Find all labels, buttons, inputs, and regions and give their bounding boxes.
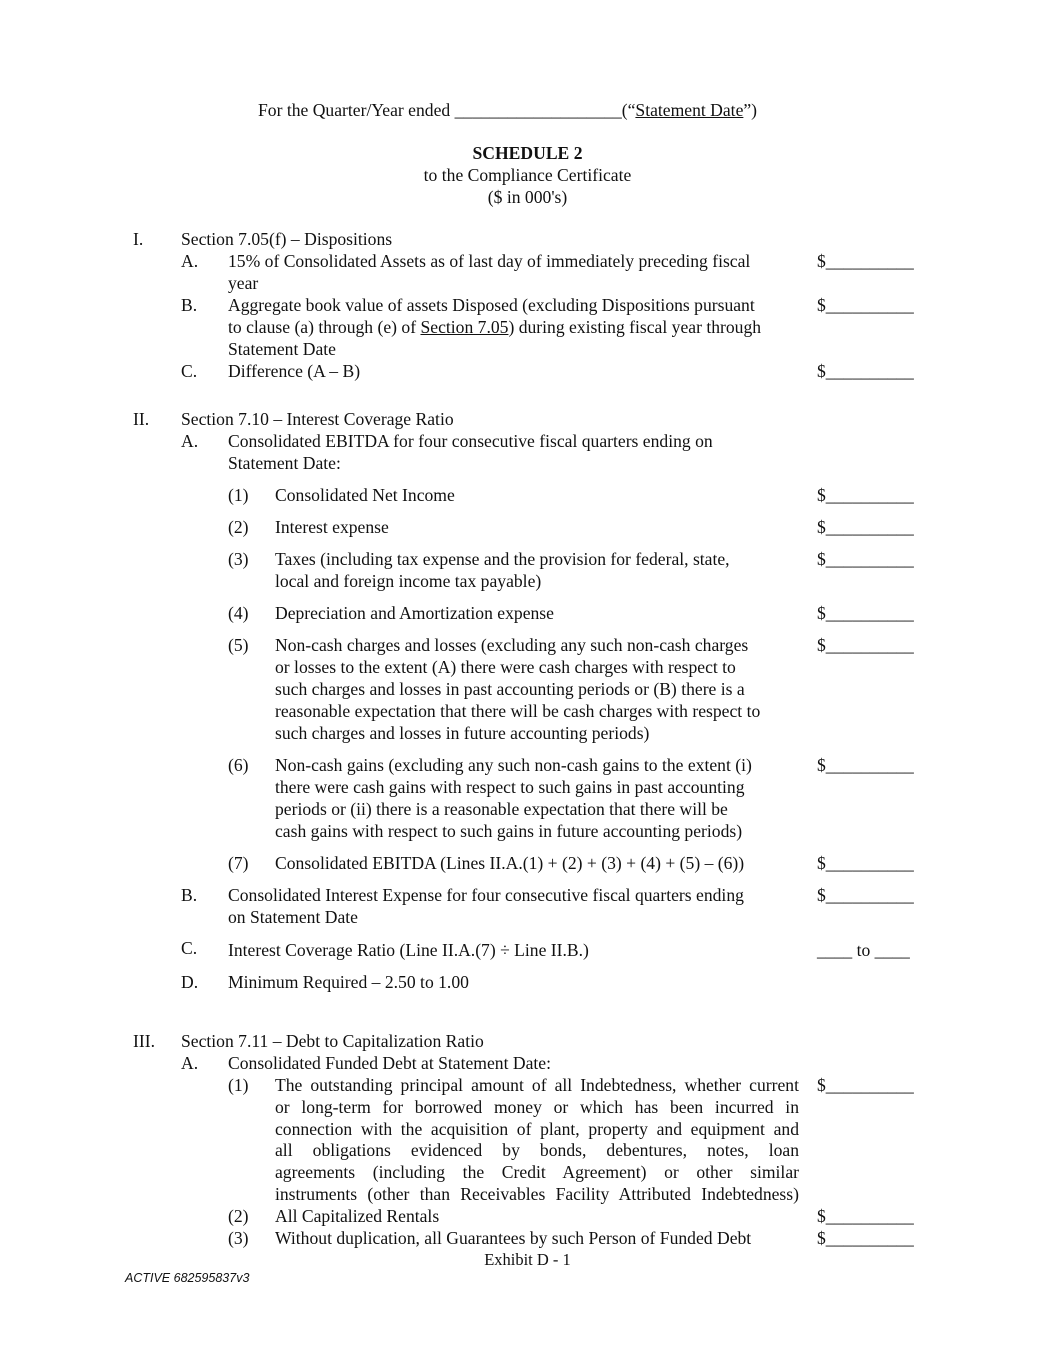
section-3-a-letter: A. [181,1053,199,1073]
section-2-a-letter: A. [181,431,199,451]
funded-debt-item-number: (1) [228,1075,249,1095]
ebitda-item-number: (7) [228,853,249,873]
amount-blank[interactable]: $__________ [817,853,914,873]
amount-blank[interactable]: $__________ [817,755,914,775]
section-7-05-reference: Section 7.05 [420,317,509,337]
ebitda-item-text: such charges and losses in past accounting periods or (B) there is a [275,679,745,699]
amount-blank[interactable]: $__________ [817,251,914,271]
ratio-blank[interactable]: ____ to ____ [817,940,910,960]
funded-debt-item-text: All Capitalized Rentals [275,1206,440,1226]
section-2-d-text: Minimum Required – 2.50 to 1.00 [228,972,469,992]
amount-blank[interactable]: $__________ [817,885,914,905]
ebitda-item-text: periods or (ii) there is a reasonable expectation that there will be [275,799,728,819]
amount-blank[interactable]: $__________ [817,1206,914,1226]
funded-debt-item-text: The outstanding principal amount of all Indebtedness, whether current or long-term for borrowed money or which has been incurred in connection with the acquisition of plant, property and equipment and all obligations evidenced by bonds, debentures, notes, loan agreements (including the Credit Agreement) or other similar instruments (other than Receivables Facility Attributed Indebtedness) [275,1075,799,1204]
ebitda-item-number: (4) [228,603,249,623]
section-3-a-text: Consolidated Funded Debt at Statement Date: [228,1053,551,1073]
section-2-numeral: II. [133,409,150,429]
document-id: ACTIVE 682595837v3 [125,1271,250,1285]
amount-blank[interactable]: $__________ [817,1228,914,1248]
exhibit-footer: Exhibit D - 1 [484,1250,571,1269]
amount-blank[interactable]: $__________ [817,635,914,655]
section-1-a-letter: A. [181,251,199,271]
ebitda-item-text: reasonable expectation that there will be cash charges with respect to [275,701,761,721]
funded-debt-item-text: Without duplication, all Guarantees by such Person of Funded Debt [275,1228,752,1248]
section-2-b-letter: B. [181,885,198,905]
ebitda-item-text: Consolidated Net Income [275,485,455,505]
ebitda-item-text: Depreciation and Amortization expense [275,603,554,623]
section-2-a-line: Statement Date: [228,453,341,473]
ebitda-item-text: Consolidated EBITDA (Lines II.A.(1) + (2) + (3) + (4) + (5) – (6)) [275,853,745,873]
section-1-c-letter: C. [181,361,198,381]
schedule-title: SCHEDULE 2 [472,143,583,163]
period-blank: ___________________ [454,100,622,120]
section-2-c-text: Interest Coverage Ratio (Line II.A.(7) ÷ Line II.B.) [228,940,589,960]
amount-blank[interactable]: $__________ [817,295,914,315]
section-1-a-line: 15% of Consolidated Assets as of last day of immediately preceding fiscal [228,251,751,271]
section-3-numeral: III. [133,1031,155,1051]
ebitda-item-number: (1) [228,485,249,505]
amount-blank[interactable]: $__________ [817,603,914,623]
funded-debt-item-number: (3) [228,1228,249,1248]
ebitda-item-text: Non-cash gains (excluding any such non-cash gains to the extent (i) [275,755,752,775]
funded-debt-item-number: (2) [228,1206,249,1226]
section-2-heading: Section 7.10 – Interest Coverage Ratio [181,409,454,429]
ebitda-item-text: Taxes (including tax expense and the provision for federal, state, [275,549,730,569]
ebitda-item-text: there were cash gains with respect to such gains in past accounting [275,777,745,797]
ebitda-item-number: (3) [228,549,249,569]
schedule-units: ($ in 000's) [487,187,568,207]
section-1-numeral: I. [133,229,144,249]
amount-blank[interactable]: $__________ [817,361,914,381]
schedule-subtitle: to the Compliance Certificate [423,165,632,185]
section-3-heading: Section 7.11 – Debt to Capitalization Ratio [181,1031,484,1051]
section-2-b-line: on Statement Date [228,907,358,927]
period-label: For the Quarter/Year ended [258,100,451,120]
ebitda-item-text: Interest expense [275,517,389,537]
section-1-b-line: Statement Date [228,339,336,359]
section-2-b-line: Consolidated Interest Expense for four consecutive fiscal quarters ending [228,885,744,905]
section-2-a-line: Consolidated EBITDA for four consecutive fiscal quarters ending on [228,431,713,451]
section-1-b-line: Aggregate book value of assets Disposed (excluding Dispositions pursuant [228,295,755,315]
amount-blank[interactable]: $__________ [817,517,914,537]
ebitda-item-number: (6) [228,755,249,775]
ebitda-item-text: Non-cash charges and losses (excluding any such non-cash charges [275,635,749,655]
ebitda-item-text: local and foreign income tax payable) [275,571,542,591]
ebitda-item-number: (2) [228,517,249,537]
statement-date-term: Statement Date [635,100,744,120]
ebitda-item-text: such charges and losses in future accounting periods) [275,723,650,743]
amount-blank[interactable]: $__________ [817,485,914,505]
amount-blank[interactable]: $__________ [817,549,914,569]
section-2-d-letter: D. [181,972,199,992]
section-2-c-letter: C. [181,938,198,958]
section-1-b-line: to clause (a) through (e) of Section 7.05) during existing fiscal year through [228,317,762,337]
section-1-heading: Section 7.05(f) – Dispositions [181,229,393,249]
section-1-c-text: Difference (A – B) [228,361,361,381]
amount-blank[interactable]: $__________ [817,1075,914,1095]
ebitda-item-text: or losses to the extent (A) there were cash charges with respect to [275,657,736,677]
statement-date-line: For the Quarter/Year ended ___________________(“Statement Date”) [258,100,758,120]
section-1-a-line: year [228,273,259,293]
section-1-b-letter: B. [181,295,198,315]
ebitda-item-text: cash gains with respect to such gains in future accounting periods) [275,821,743,841]
ebitda-item-number: (5) [228,635,249,655]
